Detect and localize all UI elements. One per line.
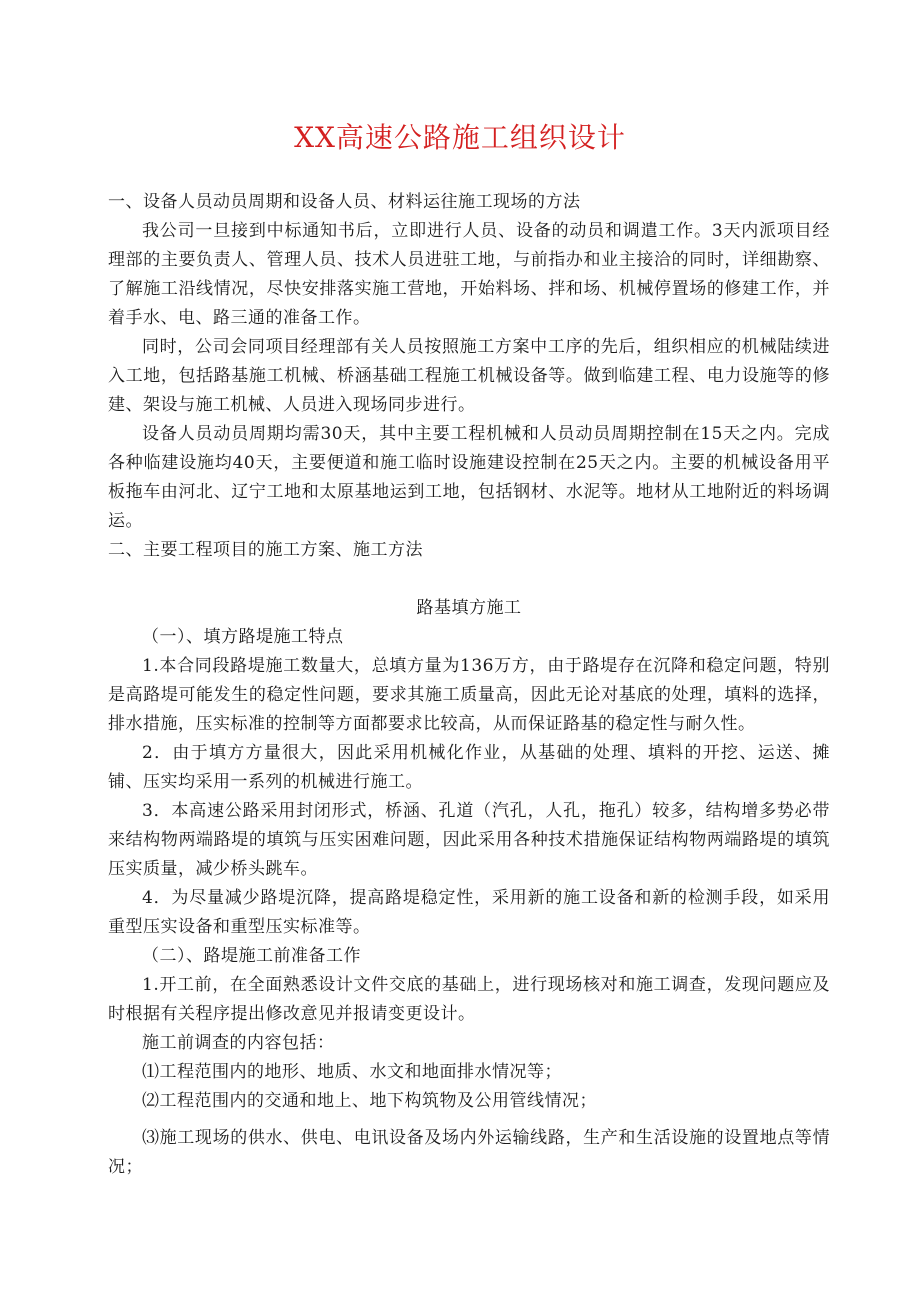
paragraph: 同时，公司会同项目经理部有关人员按照施工方案中工序的先后，组织相应的机械陆续进入工地，包括路基施工机械、桥涵基础工程施工机械设备等。做到临建工程、电力设施等的修建、架设与施工机械、人员进入现场同步进行。 [108,337,830,415]
paragraph: 我公司一旦接到中标通知书后，立即进行人员、设备的动员和调遣工作。3天内派项目经理部的主要负责人、管理人员、技术人员进驻工地，与前指办和业主接洽的同时，详细勘察、了解施工沿线情况，尽快安排落实施工营地，开始料场、拌和场、机械停置场的修建工作，并着手水、电、路三通的准备工作。 [108,221,830,328]
survey-item: ⑵工程范围内的交通和地上、地下构筑物及公用管线情况； [142,1091,597,1111]
section-heading: 二、主要工程项目的施工方案、施工方法 [108,540,423,560]
survey-item: ⑶施工现场的供水、供电、电讯设备及场内外运输线路，生产和生活设施的设置地点等情况； [108,1128,830,1177]
list-item: 2．由于填方方量很大，因此采用机械化作业，从基础的处理、填料的开挖、运送、摊铺、压实均采用一系列的机械进行施工。 [108,743,830,792]
list-item: 4．为尽量减少路堤沉降，提高路堤稳定性，采用新的施工设备和新的检测手段，如采用重型压实设备和重型压实标准等。 [108,888,830,937]
list-item: 1.本合同段路堤施工数量大，总填方量为136万方，由于路堤存在沉降和稳定问题，特别是高路堤可能发生的稳定性问题，要求其施工质量高，因此无论对基底的处理，填料的选择，排水措施，压实标准的控制等方面都要求比较高，从而保证路基的稳定性与耐久性。 [108,656,830,734]
subtitle: 路基填方施工 [416,598,522,618]
survey-item: ⑴工程范围内的地形、地质、水文和地面排水情况等； [142,1062,562,1082]
document-body [108,188,830,1182]
list-item: 1.开工前，在全面熟悉设计文件交底的基础上，进行现场核对和施工调查，发现问题应及时根据有关程序提出修改意见并报请变更设计。 [108,975,830,1024]
subsection-heading: （一）、填方路堤施工特点 [142,627,344,647]
paragraph: 设备人员动员周期均需30天，其中主要工程机械和人员动员周期控制在15天之内。完成各种临建设施均40天，主要便道和施工临时设施建设控制在25天之内。主要的机械设备用平板拖车由河北、辽宁工地和太原基地运到工地，包括钢材、水泥等。地材从工地附近的料场调运。 [108,424,830,531]
paragraph: 施工前调查的内容包括： [142,1033,335,1053]
section-heading: 一、设备人员动员周期和设备人员、材料运往施工现场的方法 [108,192,581,212]
list-item: 3．本高速公路采用封闭形式，桥涵、孔道（汽孔，人孔，拖孔）较多，结构增多势必带来结构物两端路堤的填筑与压实困难问题，因此采用各种技术措施保证结构物两端路堤的填筑压实质量，减少桥头跳车。 [108,801,830,879]
subsection-heading: （二）、路堤施工前准备工作 [142,946,361,966]
document-title: XX高速公路施工组织设计 [294,121,626,154]
